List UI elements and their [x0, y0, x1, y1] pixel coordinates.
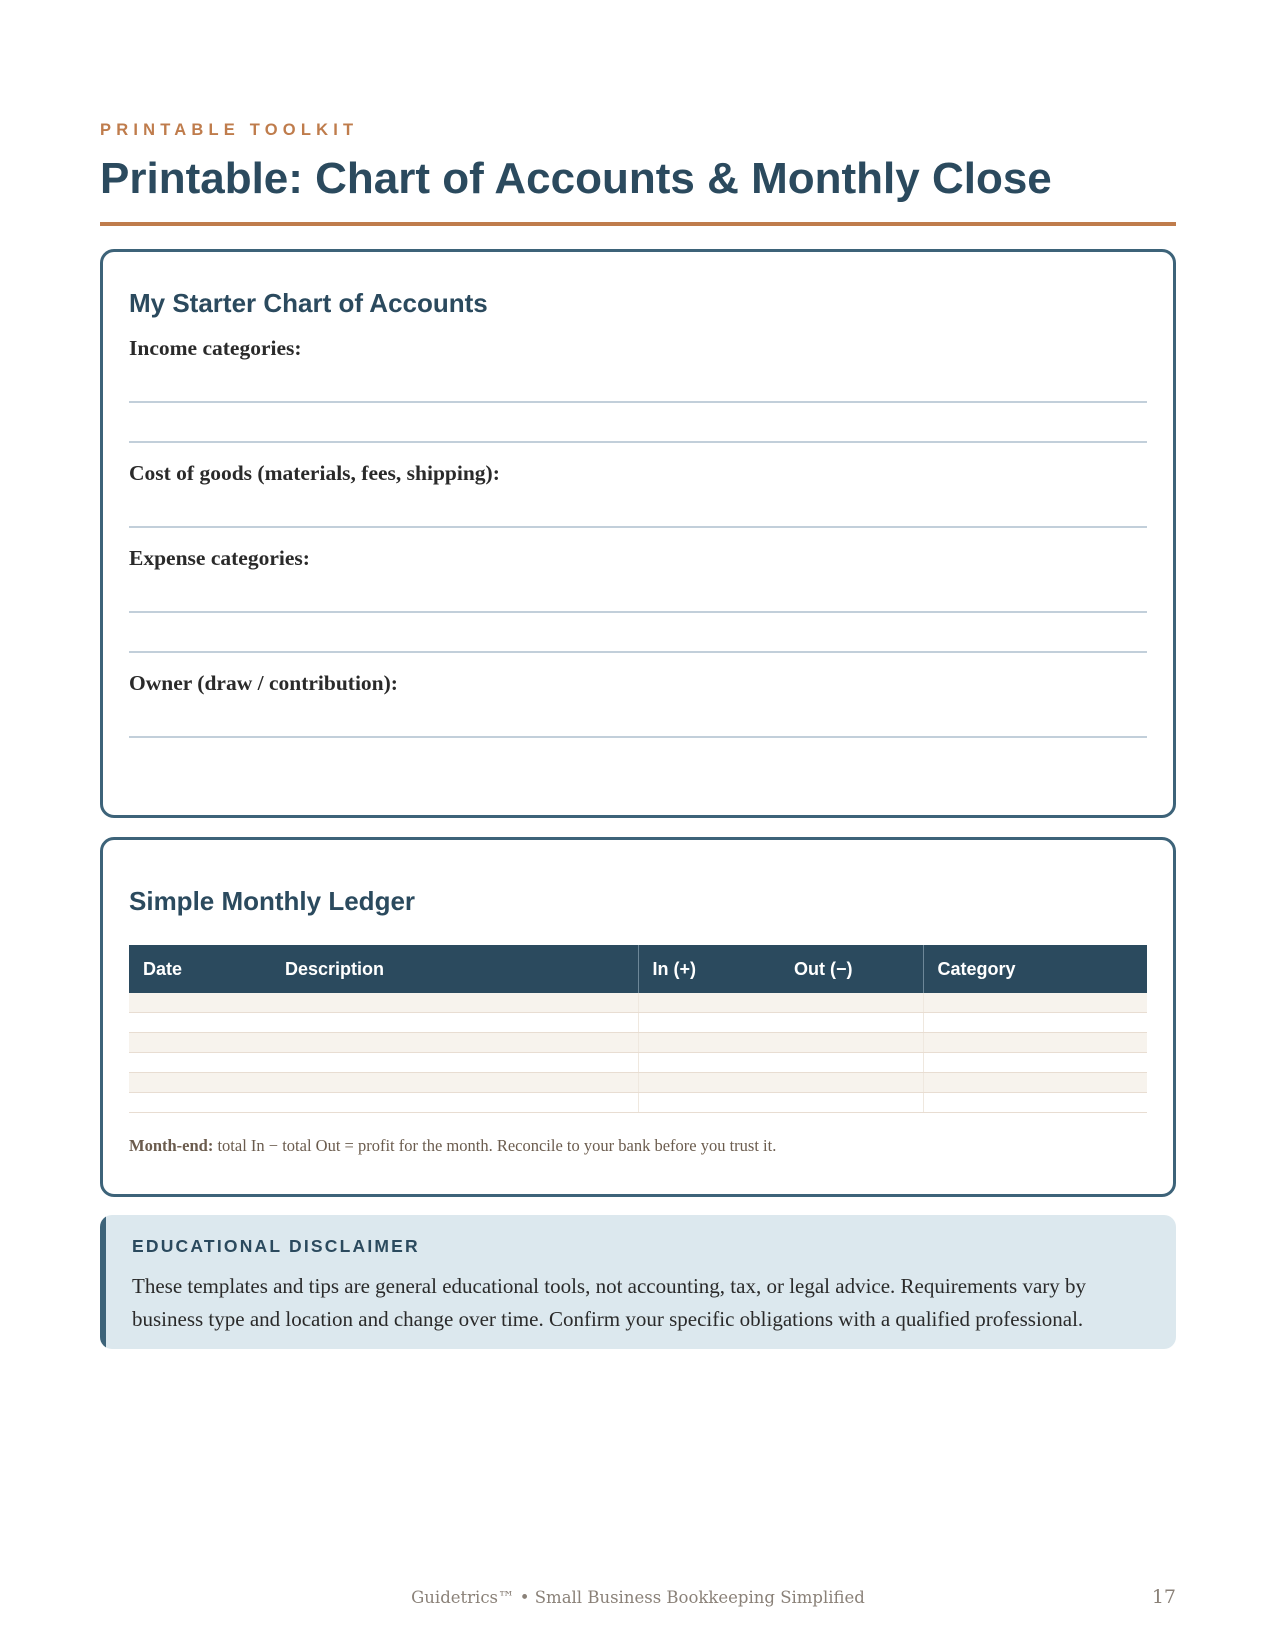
column-header-date: Date — [129, 945, 271, 993]
month-end-note-label: Month-end: — [129, 1136, 214, 1155]
ledger-cell[interactable] — [780, 1093, 923, 1113]
column-header-category: Category — [923, 945, 1147, 993]
monthly-ledger-title: Simple Monthly Ledger — [129, 886, 416, 916]
income-write-line-1[interactable] — [129, 401, 1147, 403]
section-eyebrow: PRINTABLE TOOLKIT — [100, 121, 359, 139]
disclaimer-title: EDUCATIONAL DISCLAIMER — [132, 1236, 420, 1256]
owner-write-line[interactable] — [129, 736, 1147, 738]
column-header-in: In (+) — [638, 945, 780, 993]
ledger-cell[interactable] — [923, 1033, 1147, 1053]
chart-of-accounts-card — [100, 249, 1176, 818]
monthly-ledger-card — [100, 837, 1176, 1197]
ledger-table — [129, 945, 1147, 1113]
ledger-cell[interactable] — [638, 993, 780, 1013]
ledger-cell[interactable] — [129, 1073, 271, 1093]
ledger-cell[interactable] — [780, 993, 923, 1013]
title-divider — [100, 222, 1176, 226]
expense-write-line-2[interactable] — [129, 651, 1147, 653]
ledger-cell[interactable] — [129, 1093, 271, 1113]
ledger-cell[interactable] — [271, 993, 638, 1013]
month-end-note-text: total In − total Out = profit for the month. Reconcile to your bank before you trust it. — [213, 1136, 777, 1155]
ledger-cell[interactable] — [780, 1033, 923, 1053]
ledger-cell[interactable] — [129, 1053, 271, 1073]
ledger-cell[interactable] — [923, 1013, 1147, 1033]
owner-label: Owner (draw / contribution): — [129, 671, 398, 695]
ledger-cell[interactable] — [638, 1013, 780, 1033]
ledger-cell[interactable] — [638, 1073, 780, 1093]
footer-text: Guidetrics™ • Small Business Bookkeeping Simplified — [411, 1588, 865, 1607]
educational-disclaimer — [100, 1215, 1176, 1349]
ledger-cell[interactable] — [638, 1093, 780, 1113]
ledger-cell[interactable] — [271, 1093, 638, 1113]
ledger-cell[interactable] — [780, 1053, 923, 1073]
ledger-cell[interactable] — [923, 1053, 1147, 1073]
ledger-cell[interactable] — [129, 1013, 271, 1033]
ledger-cell[interactable] — [923, 1073, 1147, 1093]
ledger-row — [129, 1073, 1147, 1093]
ledger-cell[interactable] — [271, 1033, 638, 1053]
income-write-line-2[interactable] — [129, 441, 1147, 443]
ledger-cell[interactable] — [271, 1073, 638, 1093]
ledger-cell[interactable] — [638, 1033, 780, 1053]
cost-of-goods-write-line[interactable] — [129, 526, 1147, 528]
month-end-note — [129, 1136, 776, 1156]
ledger-cell[interactable] — [129, 993, 271, 1013]
ledger-row — [129, 1053, 1147, 1073]
expense-write-line-1[interactable] — [129, 611, 1147, 613]
ledger-cell[interactable] — [129, 1033, 271, 1053]
ledger-header-row — [129, 945, 1147, 993]
ledger-cell[interactable] — [638, 1053, 780, 1073]
ledger-row — [129, 1033, 1147, 1053]
ledger-row — [129, 993, 1147, 1013]
ledger-row — [129, 1093, 1147, 1113]
cost-of-goods-label: Cost of goods (materials, fees, shipping): — [129, 461, 500, 485]
page-title: Printable: Chart of Accounts & Monthly Close — [100, 154, 1052, 203]
ledger-cell[interactable] — [780, 1013, 923, 1033]
ledger-row — [129, 1013, 1147, 1033]
ledger-cell[interactable] — [780, 1073, 923, 1093]
ledger-cell[interactable] — [923, 1093, 1147, 1113]
ledger-cell[interactable] — [271, 1053, 638, 1073]
expense-categories-label: Expense categories: — [129, 546, 310, 570]
chart-of-accounts-title: My Starter Chart of Accounts — [129, 288, 488, 318]
page-number: 17 — [1151, 1586, 1176, 1608]
disclaimer-text: These templates and tips are general educational tools, not accounting, tax, or legal advice. Requirements vary by business type and location and change over time. Confirm your specific obligations with a qualified professional. — [132, 1274, 1087, 1331]
column-header-out: Out (−) — [780, 945, 923, 993]
ledger-cell[interactable] — [923, 993, 1147, 1013]
disclaimer-accent-bar — [100, 1215, 106, 1349]
ledger-cell[interactable] — [271, 1013, 638, 1033]
income-categories-label: Income categories: — [129, 336, 302, 360]
column-header-description: Description — [271, 945, 638, 993]
